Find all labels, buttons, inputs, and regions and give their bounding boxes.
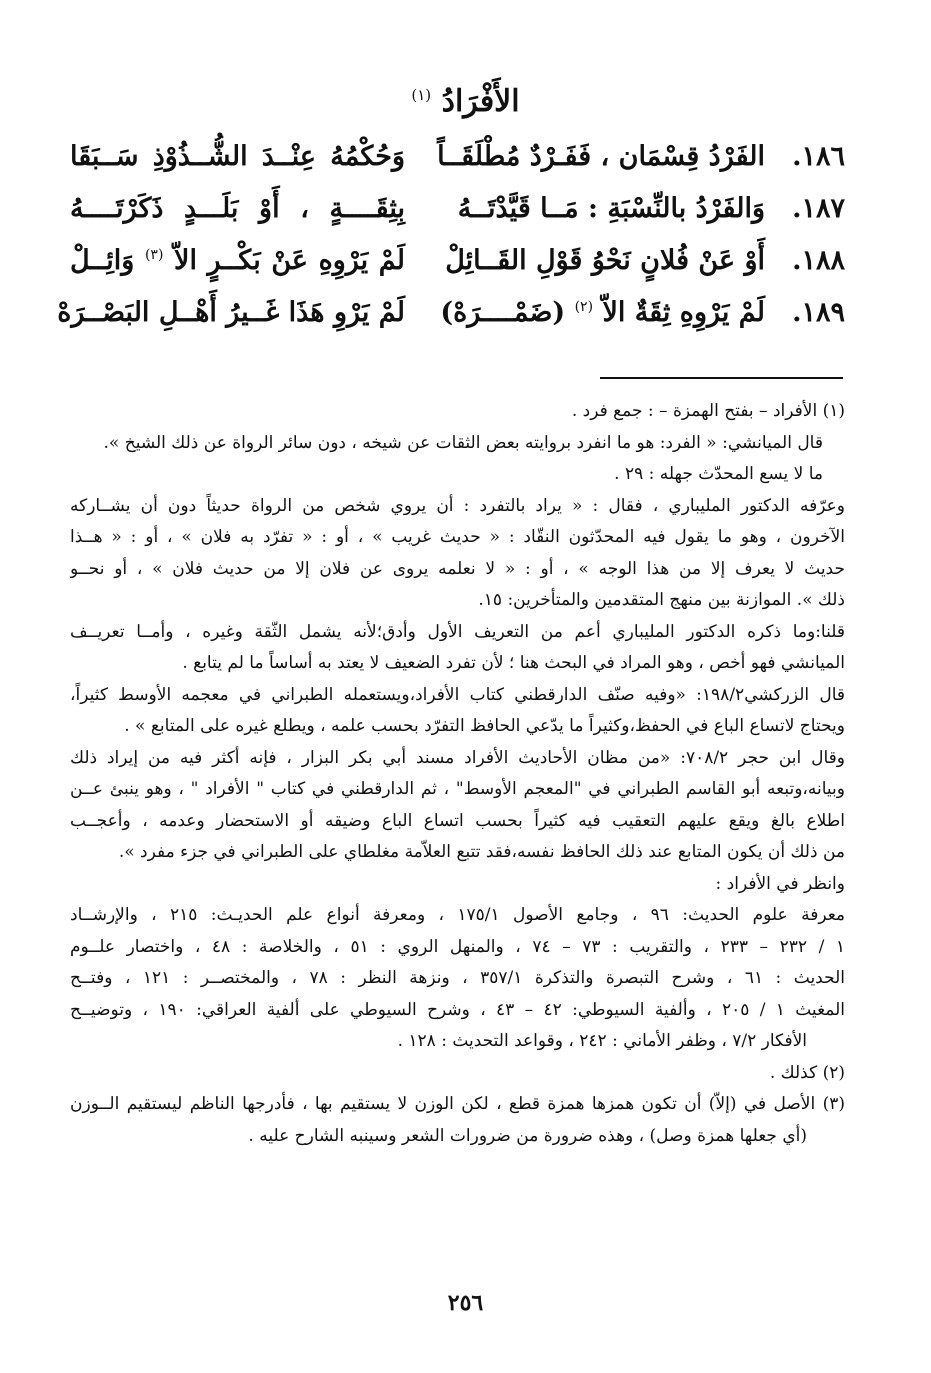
footnote-line: الحديث : ٦١ ، وشرح التبصرة والتذكرة ٣٥٧/١ ، ونزهة النظر : ٧٨ ، والمختصــر : ١٢١ ، وفتــح: [70, 968, 845, 988]
footnote-line: حديث لا يعرف إلا من هذا الوجه » ، أو : « لا نعلمه يروى عن فلان إلا من حديث فلان » ، أو نحــو: [70, 558, 845, 579]
verse-number: ١٨٧.: [792, 193, 845, 224]
footnote-line: وانظر في الأفراد :: [715, 873, 845, 894]
footnote-line: الميانشي فهو أخص ، وهو المراد في البحث هنا ؛ لأن تفرد الضعيف لا يعتد به أساساً ما لم يتابع .: [182, 653, 845, 673]
footnotes: [70, 396, 845, 1152]
verse-186: [70, 141, 845, 193]
hemistich-text-before: لَمْ يَرْوِهِ عَنْ بَكْــرٍ الاّ: [174, 245, 405, 276]
footnote-separator: [600, 377, 843, 379]
footnote-line: اطلاع بالغ ويقع عليهم التعقيب فيه كثيراً بحسب اتساع الباع وضيقه أو الاستحضار وعدمه ، وأعجــب: [70, 810, 845, 831]
footnote-line: قال الزركشي١٩٨/٢: «وفيه صنّف الدارقطني كتاب الأفراد،ويستعمله الطبراني في معجمه الأوسط كثيراً،: [70, 684, 845, 705]
verse-189: [57, 297, 845, 349]
verse-second-hemistich: وَحُكْمُهُ عِنْــدَ الشُّــذُوْذِ سَــبَقَا: [70, 141, 405, 172]
verse-number: ١٨٨.: [792, 245, 845, 276]
footnote-ref: (٢): [574, 299, 594, 315]
verse-first-hemistich: وَالفَرْدُ بالنِّسْبَةِ : مَــا قَيَّدْتَــهُ: [457, 193, 765, 224]
verse-187: [70, 193, 845, 245]
verse-first-hemistich: [440, 297, 765, 328]
footnote-line: (٢) كذلك .: [769, 1062, 845, 1083]
title-text: الأَفْرَادُ: [441, 84, 520, 119]
verse-first-hemistich: أَوْ عَنْ فُلانٍ نَحْوُ قَوْلِ القَــائِلْ: [445, 245, 765, 276]
footnote-line: قال الميانشي: « الفرد: هو ما انفرد بروايته بعض الثقات عن شيخه ، دون سائر الرواة عن ذلك الشيخ ».: [103, 432, 823, 453]
title-footnote-ref: (١): [411, 86, 432, 104]
footnote-line: ذلك ». الموازنة بين منهج المتقدمين والمتأخرين: ١٥.: [478, 590, 845, 610]
footnote-line: وبيانه،وتبعه أبو القاسم الطبراني في "المعجم الأوسط" ، ثم الدارقطني في كتاب " الأفراد " ، وهو ينبئ عــن: [70, 779, 845, 799]
footnote-line: معرفة علوم الحديث: ٩٦ ، وجامع الأصول ١٧٥/١ ، ومعرفة أنواع علم الحديـث: ٢١٥ ، والإرشــاد: [70, 905, 845, 925]
footnote-line: المغيث ١ / ٢٠٥ ، وألفية السيوطي: ٤٢ – ٤٣ ، وشرح السيوطي على ألفية العراقي: ١٩٠ ، وتوضيــح: [70, 999, 845, 1020]
verse-second-hemistich: [70, 245, 405, 276]
footnote-line: ١ / ٢٣٢ – ٢٣٣ ، والتقريب : ٧٣ – ٧٤ ، والمنهل الروي : ٥١ ، والخلاصة : ٤٨ ، واختصار علــوم: [70, 936, 845, 957]
footnote-line: (١) الأفراد – بفتح الهمزة – : جمع فرد .: [571, 401, 845, 421]
footnote-ref: (٣): [144, 247, 164, 263]
hemistich-text-after: وَائِــلْ: [70, 245, 135, 276]
footnote-line: وقال ابن حجر ٧٠٨/٢: «من مظان الأحاديث الأفراد مسند أبي بكر البزار ، فإنه أكثر فيه من إيراد ذلك: [70, 747, 845, 768]
verse-second-hemistich: لَمْ يَرْوِ هَذَا غَــيرُ أَهْــلِ البَصْــرَهْ: [57, 297, 405, 328]
verse-first-hemistich: الفَرْدُ قِسْمَان ، فَفَـرْدٌ مُطْلَقَــاً: [437, 141, 765, 172]
footnote-line: وعرّفه الدكتور المليباري ، فقال : « يراد بالتفرد : أن يروي شخص من الرواة حديثاً دون أن يشــاركه: [70, 495, 845, 516]
hemistich-text-after: (ضَمْــــرَهْ): [440, 297, 566, 328]
footnote-line: الآخرون ، وهو ما يقول فيه المحدّثون النقّاد : « حديث غريب » ، أو : « تفرّد به فلان » ، أو : « هــذا: [70, 527, 845, 547]
footnote-line: ويحتاج لاتساع الباع في الحفظ،وكثيراً ما يدّعي الحافظ التفرّد بحسب علمه ، ويطلع غيره على المتابع » .: [124, 716, 845, 736]
footnote-line: الأفكار ٧/٢ ، وظفر الأماني : ٢٤٢ ، وقواعد التحديث : ١٢٨ .: [397, 1031, 807, 1051]
footnote-line: من ذلك أن يكون المتابع عند ذلك الحافظ نفسه،فقد تتبع العلاّمة مغلطاي على الطبراني في جزء مفرد ».: [118, 842, 845, 862]
hemistich-text-before: لَمْ يَرْوِهِ ثِقَةٌ الاّ: [602, 297, 765, 328]
footnote-line: قلنا:وما ذكره الدكتور المليباري أعم من التعريف الأول وأدق؛لأنه يشمل الثّقة وغيره ، وأمــا تعريــف: [70, 621, 845, 642]
verse-second-hemistich: بِثِقَــــةٍ ، أَوْ بَلَـــدٍ ذَكَرْتَــــهُ: [70, 193, 405, 224]
footnote-line: (٣) الأصل في (إلاّ) أن تكون همزها همزة قطع ، لكن الوزن لا يستقيم بها ، فأدرجها الناظم ليستقيم الــوزن: [70, 1094, 845, 1114]
verse-number: ١٨٩.: [792, 297, 845, 328]
footnote-line: (أي جعلها همزة وصل) ، وهذه ضرورة من ضرورات الشعر وسينبه الشارح عليه .: [248, 1125, 807, 1146]
page-number: ٢٥٦: [447, 1290, 484, 1316]
verse-188: [70, 245, 845, 297]
page-title: [0, 84, 931, 119]
footnote-line: ما لا يسع المحدّث جهله : ٢٩ .: [614, 464, 823, 484]
verse-number: ١٨٦.: [792, 141, 845, 172]
